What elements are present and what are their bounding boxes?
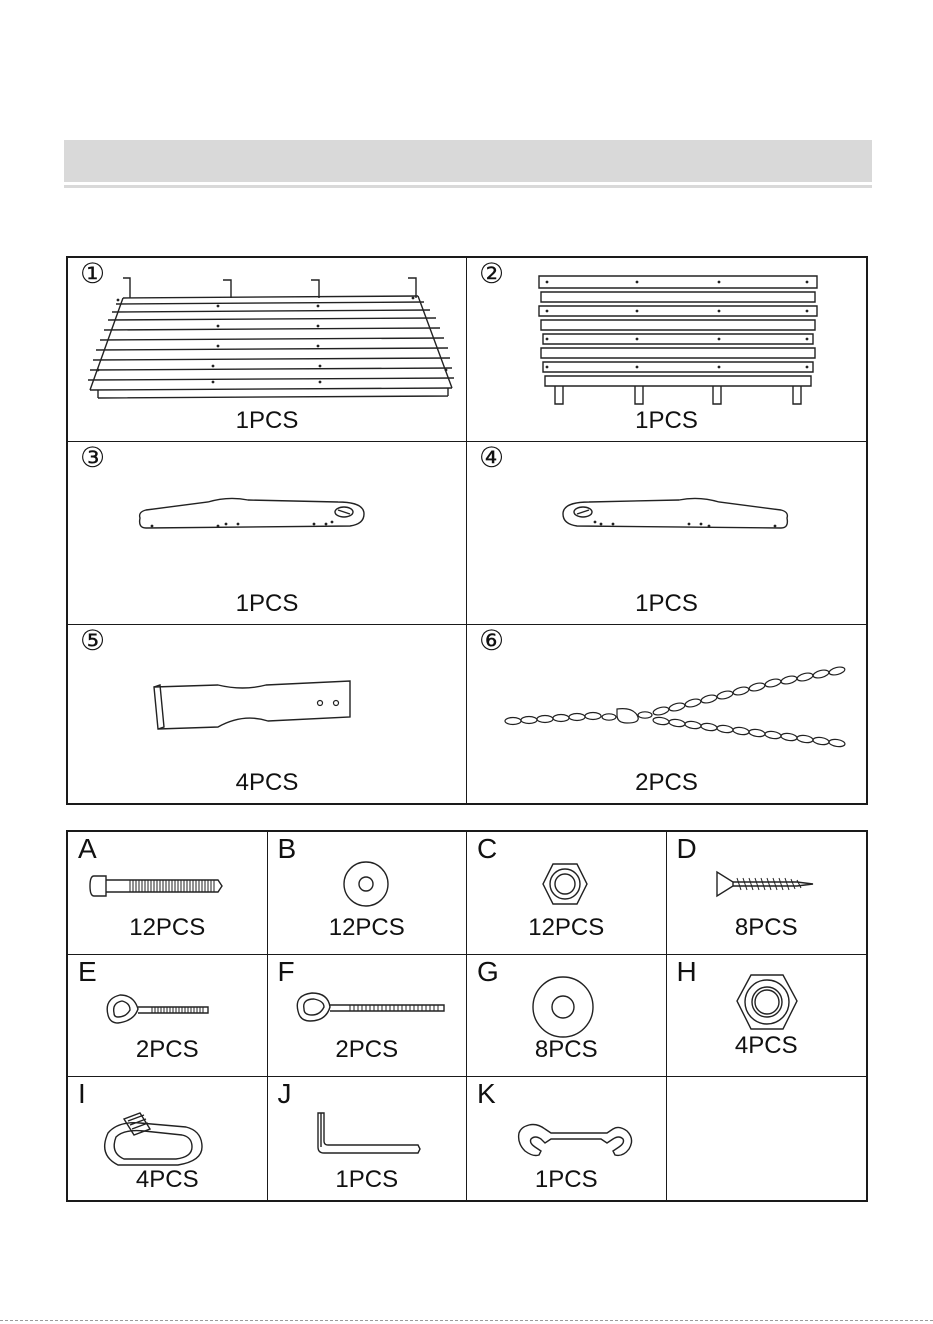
part-quantity: 1PCS [235,407,299,434]
hardware-letter: J [277,1078,292,1110]
part-quantity: 4PCS [235,769,299,796]
part-cell-1 [68,258,467,442]
hardware-letter: E [78,955,97,987]
part-cell-5 [68,625,467,803]
hardware-cell-e [68,955,268,1078]
hardware-cell-k [467,1077,667,1200]
part-quantity: 1PCS [635,407,698,434]
hardware-quantity: 8PCS [734,913,798,941]
hardware-letter: K [477,1078,496,1110]
hardware-quantity: 12PCS [328,913,405,941]
page-bottom-dotted-edge [0,1320,933,1321]
hardware-quantity: 1PCS [534,1165,598,1193]
section-header-rule [64,185,872,188]
hardware-cell-i [68,1077,268,1200]
hardware-letter: C [477,833,498,864]
hardware-letter: F [277,955,295,987]
part-number: ① [80,257,106,290]
hardware-quantity: 12PCS [129,913,206,941]
hardware-letter: A [78,833,97,864]
hardware-letter: G [477,955,499,987]
hardware-letter: B [277,833,297,864]
part-cell-2 [467,258,866,442]
part-number: ⑤ [80,624,106,657]
part-cell-6 [467,625,866,803]
part-number: ③ [80,441,106,474]
hardware-quantity: 2PCS [135,1036,199,1064]
hardware-grid [66,830,868,1202]
part-number: ② [479,257,505,290]
part-quantity: 1PCS [635,590,698,617]
part-number: ④ [479,441,505,474]
hardware-cell-a [68,832,268,955]
hardware-quantity: 2PCS [335,1036,399,1064]
hardware-letter: H [676,955,697,987]
hardware-letter: D [676,833,697,864]
hardware-quantity: 4PCS [734,1032,798,1060]
part-cell-4 [467,442,866,625]
hardware-quantity: 4PCS [135,1165,199,1193]
hardware-cell-c [467,832,667,955]
hardware-cell-j [268,1077,468,1200]
hardware-quantity: 1PCS [335,1165,399,1193]
part-number: ⑥ [479,624,505,657]
part-quantity: 2PCS [635,769,698,796]
parts-grid [66,256,868,805]
hardware-cell-h [667,955,867,1078]
hardware-quantity: 12PCS [528,913,605,941]
hardware-cell-g [467,955,667,1078]
part-quantity: 1PCS [235,590,299,617]
hardware-quantity: 8PCS [534,1036,598,1064]
hardware-cell-f [268,955,468,1078]
part-cell-3 [68,442,467,625]
section-header-bar [64,140,872,182]
hardware-cell-d [667,832,867,955]
hardware-cell-empty [667,1077,867,1200]
hardware-cell-b [268,832,468,955]
hardware-letter: I [78,1078,86,1110]
